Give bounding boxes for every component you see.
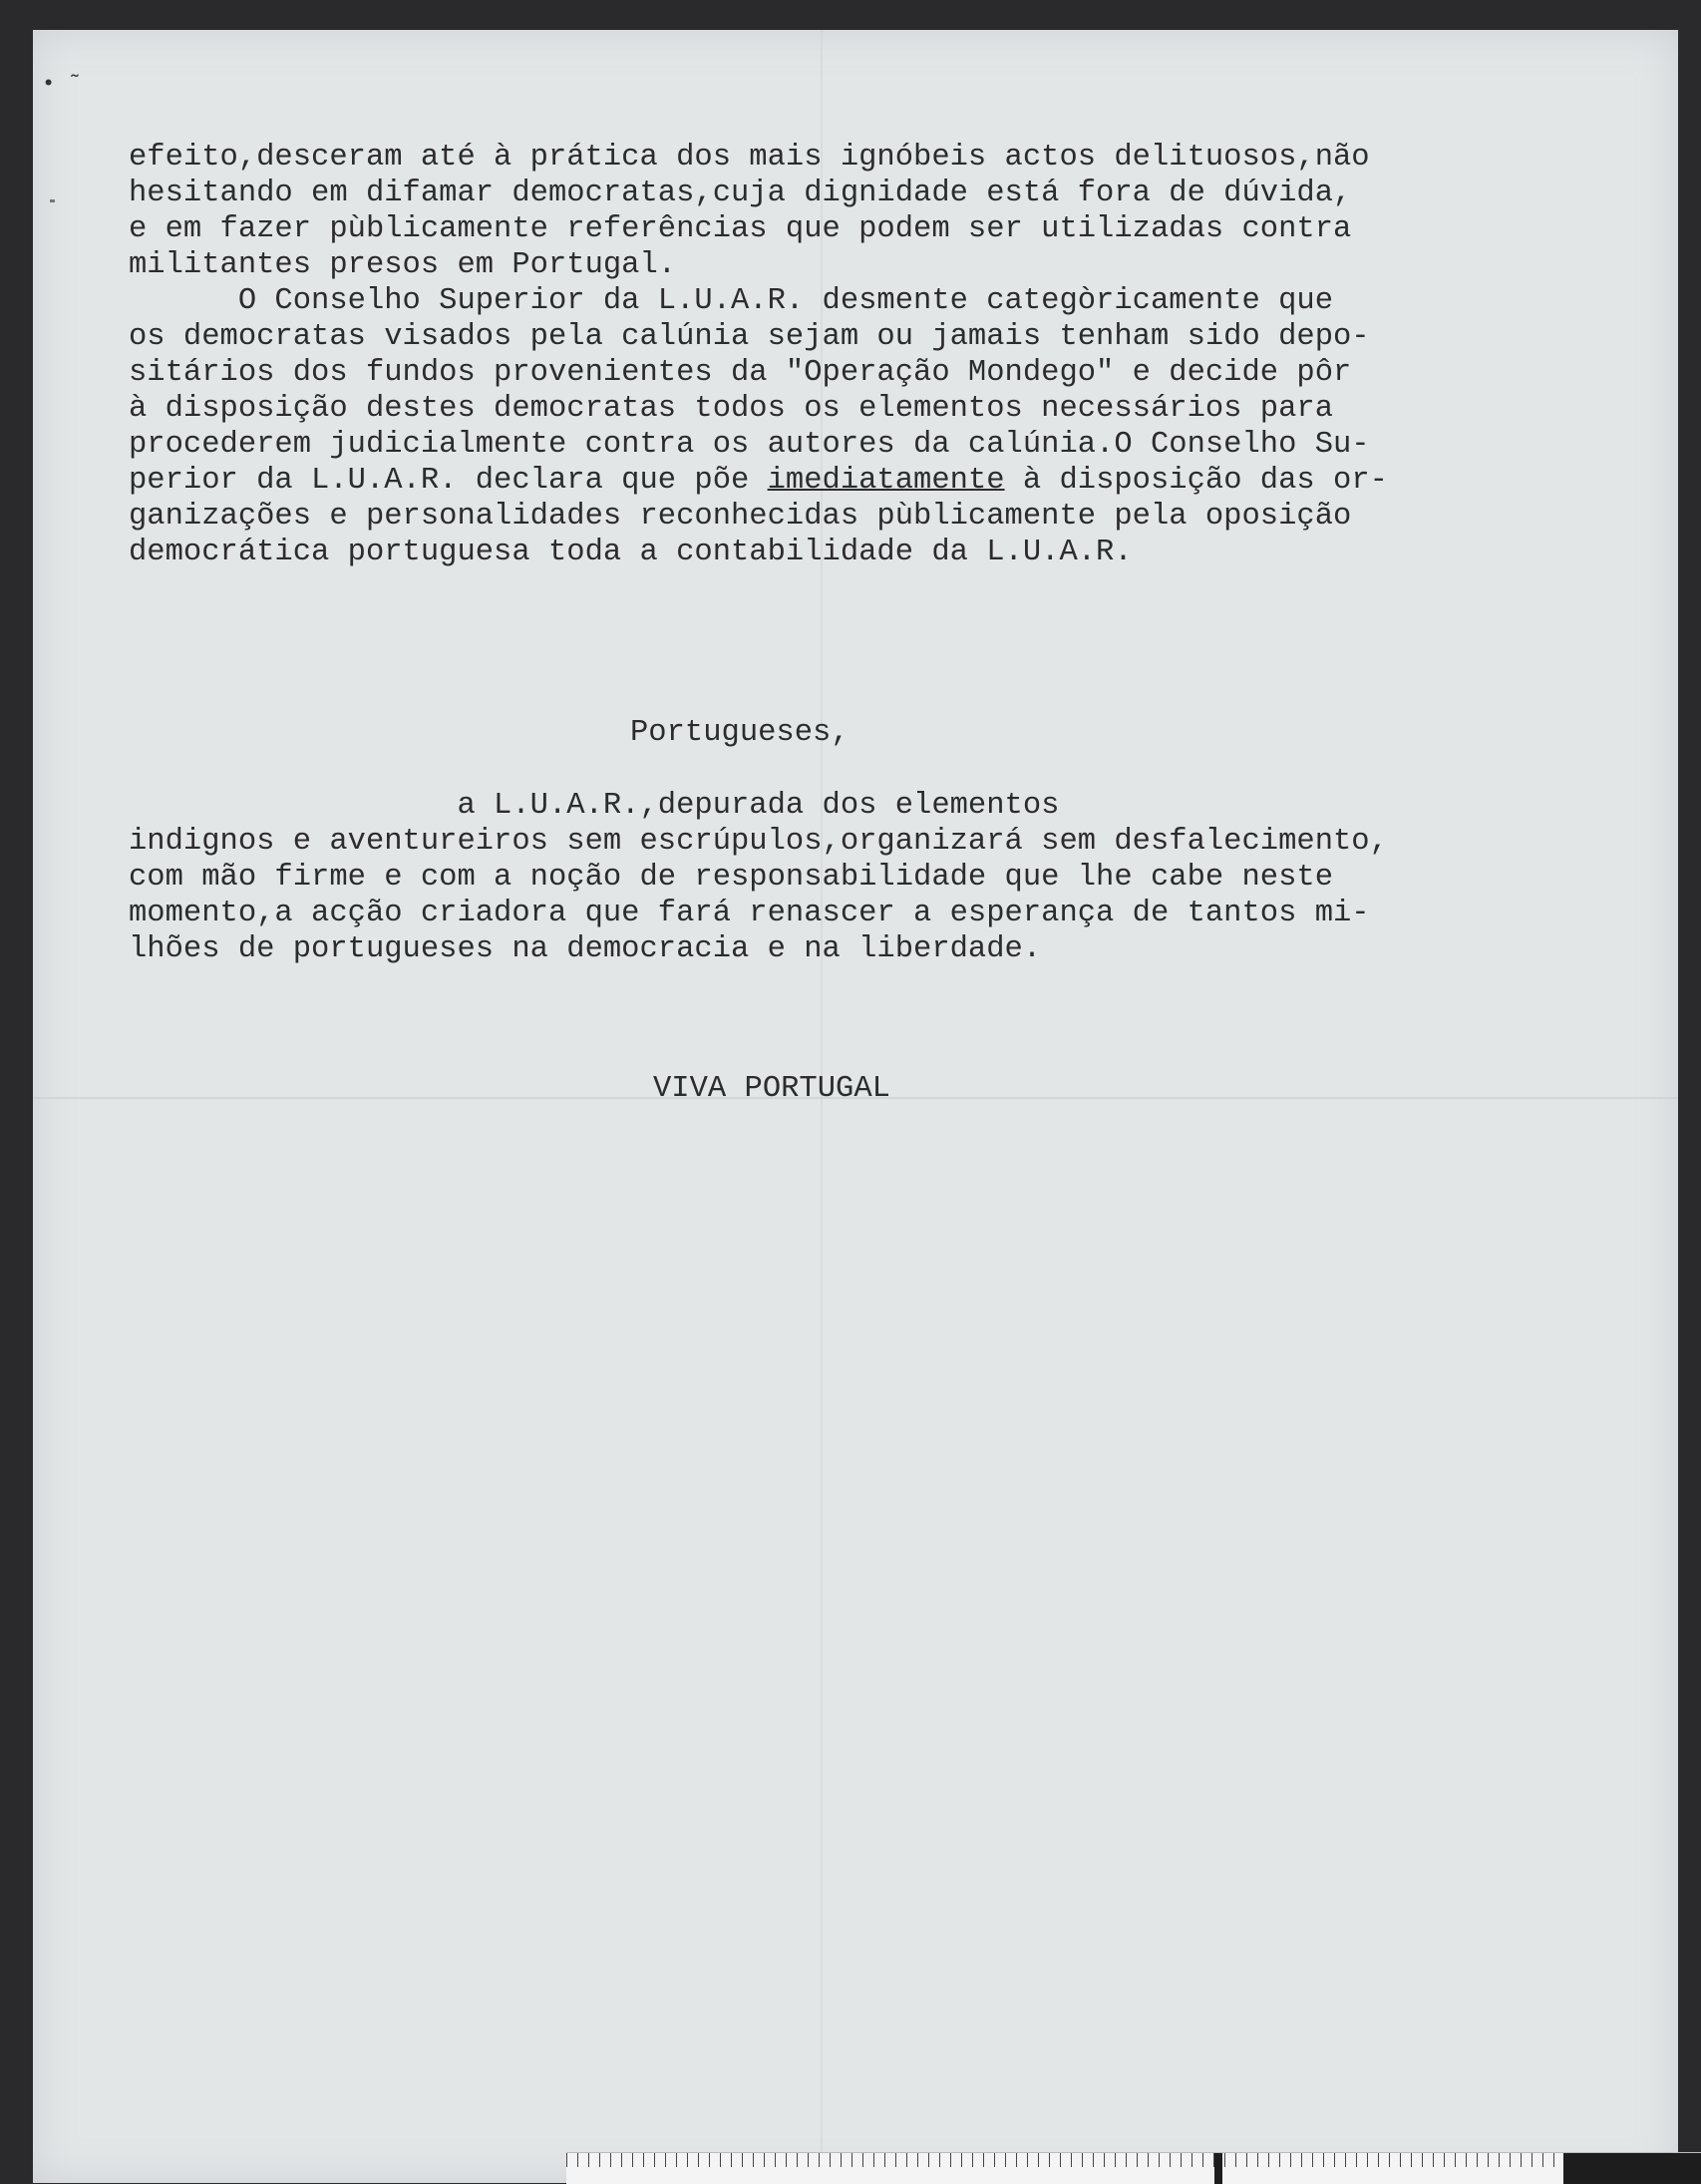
text-segment: à disposição das or- xyxy=(1004,464,1388,498)
text-line: indignos e aventureiros sem escrúpulos,organizará sem desfalecimento, xyxy=(129,825,1388,859)
typed-text-block xyxy=(129,140,1564,570)
text-line: O Conselho Superior da L.U.A.R. desmente categòricamente que xyxy=(129,284,1333,318)
text-line: e em fazer pùblicamente referências que podem ser utilizadas contra xyxy=(129,212,1352,246)
text-line: momento,a acção criadora que fará renascer a esperança de tantos mi- xyxy=(129,897,1370,930)
text-line: procederem judicialmente contra os autores da calúnia.O Conselho Su- xyxy=(129,428,1370,462)
closing-slogan: VIVA PORTUGAL xyxy=(653,1072,890,1106)
text-line-with-underline xyxy=(129,463,1564,499)
text-line: sitários dos fundos provenientes da "Operação Mondego" e decide pôr xyxy=(129,356,1352,390)
text-segment: perior da L.U.A.R. declara que põe xyxy=(129,464,768,498)
underlined-word: imediatamente xyxy=(767,464,1005,498)
corner-marks: • ˜ xyxy=(42,72,82,97)
text-line: os democratas visados pela calúnia sejam ou jamais tenham sido depo- xyxy=(129,320,1370,354)
text-line: efeito,desceram até à prática dos mais ignóbeis actos delituosos,não xyxy=(129,141,1370,175)
scale-ruler xyxy=(566,2152,1701,2184)
text-line: com mão firme e com a noção de responsabilidade que lhe cabe neste xyxy=(129,861,1333,895)
text-line: à disposição destes democratas todos os elementos necessários para xyxy=(129,392,1333,426)
greeting: Portugueses, xyxy=(630,716,850,750)
text-line: hesitando em difamar democratas,cuja dignidade está fora de dúvida, xyxy=(129,177,1352,210)
ruler-ticks xyxy=(566,2153,1701,2167)
text-line: ganizações e personalidades reconhecidas pùblicamente pela oposição xyxy=(129,500,1352,534)
ruler-marker xyxy=(1214,2153,1222,2184)
text-line: lhões de portugueses na democracia e na liberdade. xyxy=(129,932,1042,966)
text-line: militantes presos em Portugal. xyxy=(129,248,677,282)
ruler-block xyxy=(1563,2153,1701,2184)
text-line: democrática portuguesa toda a contabilidade da L.U.A.R. xyxy=(129,536,1133,569)
closing-paragraph xyxy=(129,788,1564,967)
margin-mark xyxy=(50,199,55,202)
text-line: a L.U.A.R.,depurada dos elementos xyxy=(129,789,1060,823)
